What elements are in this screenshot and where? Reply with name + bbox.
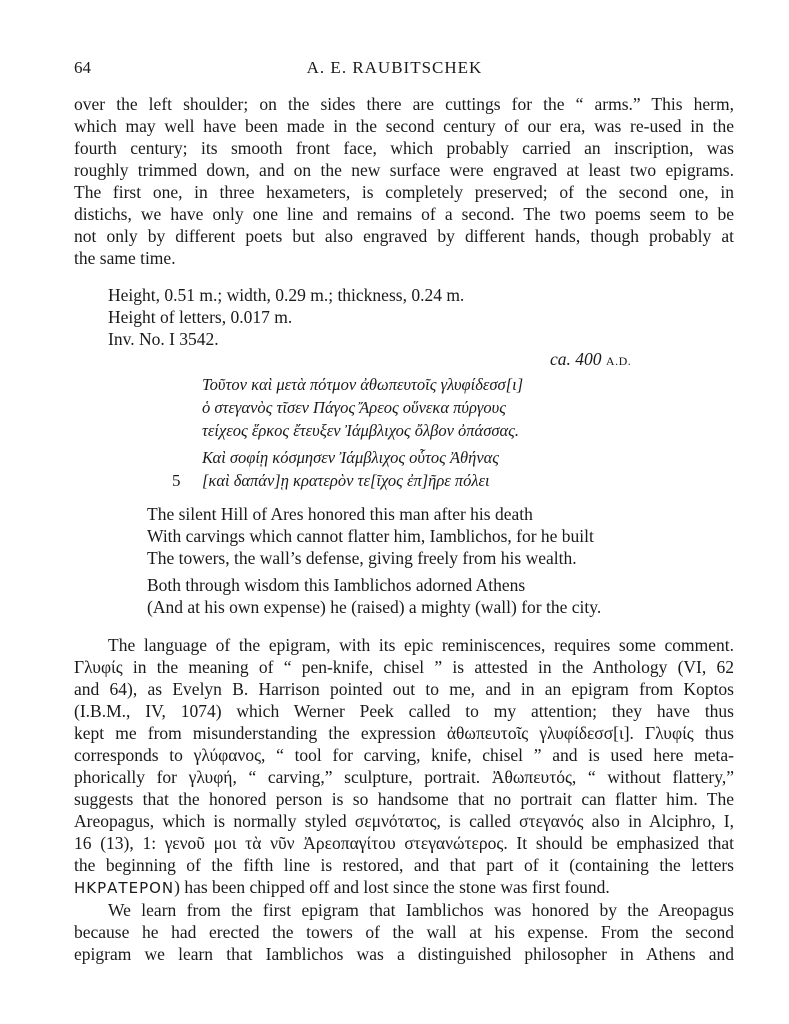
para2-line: and 64), as Evelyn B. Harrison pointed out to me, and in an epigram from Koptos [74, 679, 734, 699]
para2-line: suggests that the honored person is so handsome that no portrait can flatter him. The [74, 789, 734, 809]
greek-capital-letters: ΗΚΡΑΤΕΡΟΝ [74, 879, 175, 897]
para2-line: (I.B.M., IV, 1074) which Werner Peek called to my attention; they have thus [74, 701, 734, 721]
para2-line: phorically for γλυφή, “ carving,” sculpture, portrait. Ἀθωπευτός, “ without flattery,” [74, 767, 734, 787]
para3-line: epigram we learn that Iamblichos was a distinguished philosopher in Athens and [74, 944, 734, 964]
date-line [550, 348, 631, 372]
para3-line: because he had erected the towers of the wall at his expense. From the second [74, 922, 734, 942]
greek-line: Τοῦτον καὶ μετὰ πότμον ἀθωπευτοῖς γλυφίδεσσ[ι] [202, 375, 524, 394]
para2-line: The language of the epigram, with its epic reminiscences, requires some comment. [108, 635, 734, 655]
para1-line: fourth century; its smooth front face, which probably carried an inscription, was [74, 138, 734, 158]
translation-line: The silent Hill of Ares honored this man after his death [147, 504, 533, 524]
para1-line: roughly trimmed down, and on the new surface were engraved at least two epigrams. [74, 160, 734, 180]
greek-line-number: 5 [172, 471, 181, 490]
translation-line: Both through wisdom this Iamblichos adorned Athens [147, 575, 526, 595]
para1-line: not only by different poets but also engraved by different hands, though probably at [74, 226, 734, 246]
greek-line: τείχεος ἕρκος ἔτευξεν Ἰάμβλιχος ὄλβον ὀπάσσας. [202, 421, 519, 440]
para2-line: 16 (13), 1: γενοῦ μοι τὰ νῦν Ἀρεοπαγίτου στεγανώτερος. It should be emphasized that [74, 833, 734, 853]
para1-line: distichs, we have only one line and remains of a second. The two poems seem to be [74, 204, 734, 224]
greek-line: Καὶ σοφίῃ κόσμησεν Ἰάμβλιχος οὗτος Ἀθήνας [202, 448, 499, 467]
greek-line: [καὶ δαπάν]ῃ κρατερὸν τε[ῖχος ἐπ]ῆρε πόλει [202, 471, 490, 490]
para1-line: which may well have been made in the second century of our era, was re-used in the [74, 116, 734, 136]
para2-last-text: ) has been chipped off and lost since the stone was first found. [174, 877, 610, 897]
para2-last-line [74, 876, 610, 899]
measurement-line: Height of letters, 0.017 m. [108, 307, 293, 327]
translation-line: With carvings which cannot flatter him, Iamblichos, for he built [147, 526, 594, 546]
measurement-line: Height, 0.51 m.; width, 0.29 m.; thickness, 0.24 m. [108, 285, 465, 305]
running-title: A. E. RAUBITSCHEK [306, 58, 483, 77]
para1-line: The first one, in three hexameters, is completely preserved; of the second one, in [74, 182, 734, 202]
greek-line: ὁ στεγανὸς τῖσεν Πάγος Ἄρεος οὕνεκα πύργους [202, 398, 506, 417]
para2-line: corresponds to γλύφανος, “ tool for carving, knife, chisel ” and is used here meta- [74, 745, 734, 765]
para2-line: kept me from misunderstanding the expression ἀθωπευτοῖς γλυφίδεσσ[ι]. Γλυφίς thus [74, 723, 734, 743]
translation-line: (And at his own expense) he (raised) a mighty (wall) for the city. [147, 597, 602, 617]
para1-line: over the left shoulder; on the sides there are cuttings for the “ arms.” This herm, [74, 94, 734, 114]
para2-line: Γλυφίς in the meaning of “ pen-knife, chisel ” is attested in the Anthology (VI, 62 [74, 657, 734, 677]
para1-line: the same time. [74, 248, 176, 268]
measurement-line: Inv. No. I 3542. [108, 329, 219, 349]
translation-line: The towers, the wall’s defense, giving freely from his wealth. [147, 548, 577, 568]
para2-line: Areopagus, which is normally styled σεμνότατος, is called στεγανός also in Alciphro, I, [74, 811, 734, 831]
para3-line: We learn from the first epigram that Iamblichos was honored by the Areopagus [108, 900, 734, 920]
page-number: 64 [74, 58, 91, 77]
para2-line: the beginning of the fifth line is restored, and that part of it (containing the letters [74, 855, 734, 875]
date-text: ca. 400 [550, 349, 602, 369]
date-era: A.D. [605, 354, 632, 368]
